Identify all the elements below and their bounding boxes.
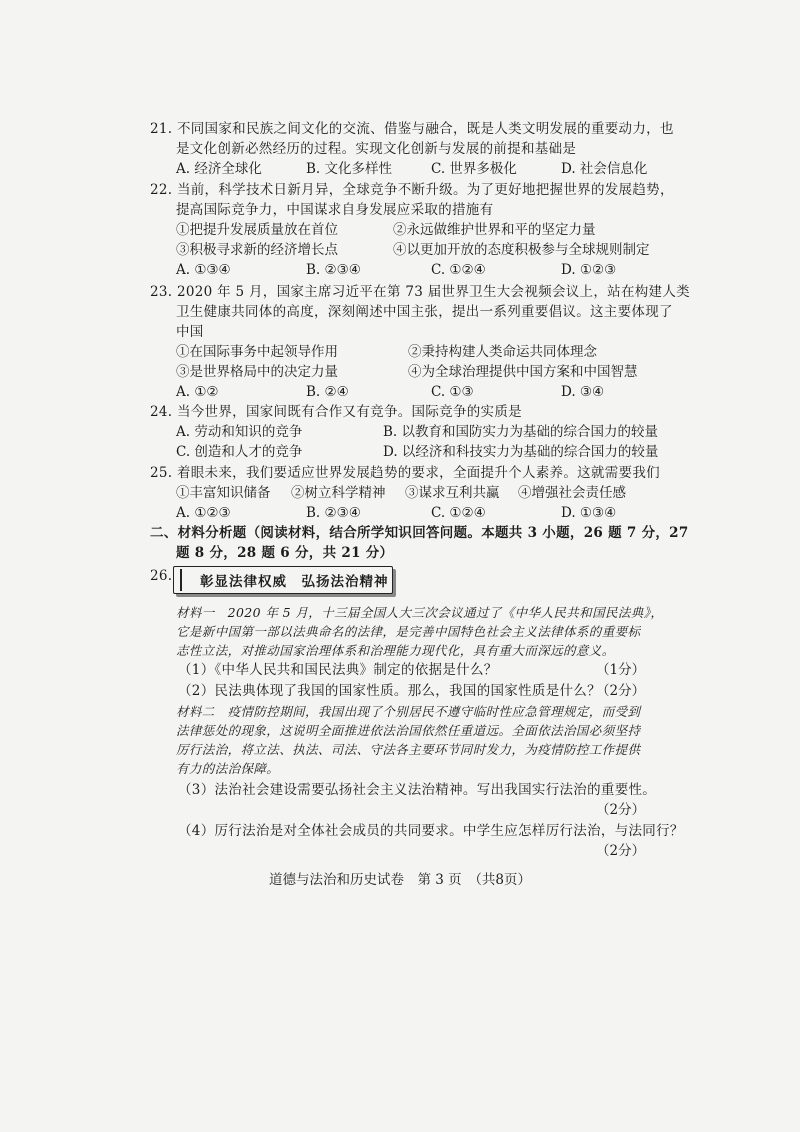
q22-stem-line1: 22. 当前，科学技术日新月异，全球竞争不断升级。为了更好地把握世界的发展趋势，: [150, 182, 674, 198]
q23-item-3: ③是世界格局中的决定力量: [176, 364, 338, 380]
q24-option-b: B. 以教育和国防实力为基础的综合国力的较量: [383, 424, 659, 440]
material2-line4: 有力的法治保障。: [176, 761, 280, 776]
q21-option-d: D. 社会信息化: [561, 161, 648, 177]
q26-sub3: （3）法治社会建设需要弘扬社会主义法治精神。写出我国实行法治的重要性。: [178, 782, 657, 798]
q24-option-c: C. 创造和人才的竞争: [176, 444, 303, 460]
q23-stem-line3: 中国: [176, 324, 204, 340]
q23-stem-line1: 23. 2020 年 5 月，国家主席习近平在第 73 届世界卫生大会视频会议上，站在构建人类: [150, 284, 690, 300]
q26-sub3-score: （2分）: [596, 802, 646, 818]
q22-option-b: B. ②③④: [306, 262, 361, 278]
q25-item-4: ④增强社会责任感: [518, 485, 626, 501]
q25-item-2: ②树立科学精神: [291, 485, 386, 501]
q26-number: 26.: [150, 568, 173, 584]
section2-heading-line1: 二、材料分析题（阅读材料，结合所学知识回答问题。本题共 3 小题，26 题 7 分，27: [150, 525, 689, 541]
material2-line2: 法律惩处的现象，这说明全面推进依法治国依然任重道远。全面依法治国必须坚持: [176, 723, 641, 738]
q21-option-a: A. 经济全球化: [176, 161, 262, 177]
material2-line1: 材料二 疫情防控期间，我国出现了个别居民不遵守临时性应急管理规定，而受到: [176, 704, 641, 719]
q26-sub2: （2）民法典体现了我国的国家性质。那么，我国的国家性质是什么？: [178, 683, 601, 699]
q26-sub1: （1）《中华人民共和国民法典》制定的依据是什么？: [178, 662, 498, 678]
title-box-edge: [180, 569, 182, 591]
q23-item-2: ②秉持构建人类命运共同体理念: [408, 344, 597, 360]
q23-stem-line2: 卫生健康共同体的高度，深刻阐述中国主张，提出一系列重要倡议。这主要体现了: [176, 304, 673, 320]
q26-title-box: [173, 566, 393, 594]
q22-item-2: ②永远做维护世界和平的坚定力量: [393, 222, 596, 238]
q25-option-a: A. ①②③: [176, 505, 231, 521]
q22-item-1: ①把提升发展质量放在首位: [176, 222, 338, 238]
q23-option-c: C. ①③: [431, 384, 474, 400]
q25-item-1: ①丰富知识储备: [176, 485, 271, 501]
material1-line1: 材料一 2020 年 5 月，十三届全国人大三次会议通过了《中华人民共和国民法典》，: [176, 605, 664, 620]
q26-sub2-score: （2分）: [596, 683, 646, 699]
q22-option-d: D. ①②③: [561, 262, 617, 278]
page-footer: 道德与法治和历史试卷 第 3 页 （共8页）: [268, 872, 531, 888]
q26-sub4-score: （2分）: [596, 843, 646, 859]
q25-stem-line1: 25. 着眼未来，我们要适应世界发展趋势的要求，全面提升个人素养。这就需要我们: [150, 465, 660, 481]
q25-option-d: D. ①③④: [561, 505, 617, 521]
material1-line2: 它是新中国第一部以法典命名的法律，是完善中国特色社会主义法律体系的重要标: [176, 624, 641, 639]
q21-stem-line1: 21. 不同国家和民族之间文化的交流、借鉴与融合，既是人类文明发展的重要动力，也: [150, 121, 674, 137]
q21-stem-line2: 是文化创新必然经历的过程。实现文化创新与发展的前提和基础是: [176, 141, 577, 157]
q23-option-b: B. ②④: [306, 384, 349, 400]
q22-option-a: A. ①③④: [176, 262, 231, 278]
q21-option-b: B. 文化多样性: [306, 161, 393, 177]
q25-option-c: C. ①②④: [431, 505, 486, 521]
q26-title: 彰显法律权威 弘扬法治精神: [200, 574, 389, 590]
section2-heading-line2: 题 8 分，28 题 6 分，共 21 分）: [176, 545, 394, 561]
q25-option-b: B. ②③④: [306, 505, 361, 521]
q25-item-3: ③谋求互利共赢: [405, 485, 500, 501]
material2-line3: 厉行法治，将立法、执法、司法、守法各主要环节同时发力，为疫情防控工作提供: [176, 742, 641, 757]
q24-stem-line1: 24. 当今世界，国家间既有合作又有竞争。国际竞争的实质是: [150, 404, 522, 420]
q26-sub4: （4）厉行法治是对全体社会成员的共同要求。中学生应怎样厉行法治，与法同行？: [178, 823, 684, 839]
q23-option-d: D. ③④: [561, 384, 605, 400]
q24-option-d: D. 以经济和科技实力为基础的综合国力的较量: [383, 444, 659, 460]
q21-option-c: C. 世界多极化: [431, 161, 517, 177]
q22-stem-line2: 提高国际竞争力，中国谋求自身发展应采取的措施有: [176, 202, 494, 218]
q22-item-3: ③积极寻求新的经济增长点: [176, 242, 338, 258]
q26-sub1-score: （1分）: [596, 662, 646, 678]
q24-option-a: A. 劳动和知识的竞争: [176, 424, 303, 440]
material1-line3: 志性立法，对推动国家治理体系和治理能力现代化，具有重大而深远的意义。: [176, 643, 615, 658]
q22-option-c: C. ①②④: [431, 262, 486, 278]
q23-option-a: A. ①②: [176, 384, 219, 400]
q23-item-1: ①在国际事务中起领导作用: [176, 344, 338, 360]
q22-item-4: ④以更加开放的态度积极参与全球规则制定: [393, 242, 650, 258]
q23-item-4: ④为全球治理提供中国方案和中国智慧: [408, 364, 638, 380]
